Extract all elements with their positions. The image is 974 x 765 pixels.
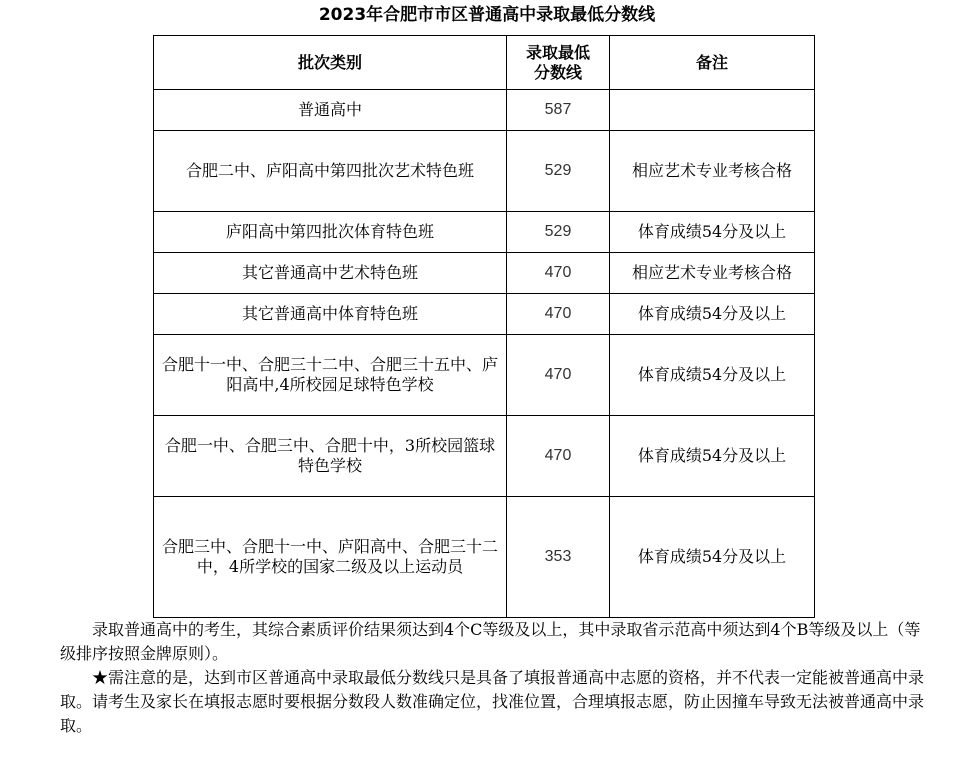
note-cell: 体育成绩54分及以上 xyxy=(610,212,815,253)
table-row xyxy=(154,497,815,618)
category-cell: 合肥十一中、合肥三十二中、合肥三十五中、庐阳高中,4所校园足球特色学校 xyxy=(154,335,507,416)
header-score-line2: 分数线 xyxy=(533,62,582,82)
header-score xyxy=(507,36,610,90)
category-cell: 普通高中 xyxy=(154,90,507,131)
note-cell: 体育成绩54分及以上 xyxy=(610,497,815,618)
notes-section xyxy=(60,618,930,738)
score-cell: 470 xyxy=(507,335,610,416)
category-cell: 合肥三中、合肥十一中、庐阳高中、合肥三十二中，4所学校的国家二级及以上运动员 xyxy=(154,497,507,618)
category-cell: 合肥二中、庐阳高中第四批次艺术特色班 xyxy=(154,131,507,212)
score-cell: 470 xyxy=(507,253,610,294)
score-cell: 587 xyxy=(507,90,610,131)
score-cell: 470 xyxy=(507,416,610,497)
header-note: 备注 xyxy=(610,36,815,90)
table-row xyxy=(154,212,815,253)
score-cell: 353 xyxy=(507,497,610,618)
category-cell: 其它普通高中艺术特色班 xyxy=(154,253,507,294)
score-cell: 529 xyxy=(507,131,610,212)
note-cell: 体育成绩54分及以上 xyxy=(610,335,815,416)
table-row xyxy=(154,253,815,294)
note-cell: 体育成绩54分及以上 xyxy=(610,294,815,335)
table-row xyxy=(154,90,815,131)
score-table xyxy=(153,35,815,618)
note-cell: 体育成绩54分及以上 xyxy=(610,416,815,497)
note-cell: 相应艺术专业考核合格 xyxy=(610,131,815,212)
table-row xyxy=(154,131,815,212)
score-cell: 470 xyxy=(507,294,610,335)
header-row xyxy=(154,36,815,90)
note-paragraph-warning: ★需注意的是，达到市区普通高中录取最低分数线只是具备了填报普通高中志愿的资格，并不代表一定能被普通高中录取。请考生及家长在填报志愿时要根据分数段人数准确定位，找准位置，合理填报志愿，防止因撞车导致无法被普通高中录取。 xyxy=(60,668,925,735)
table-row xyxy=(154,416,815,497)
note-paragraph-requirements: 录取普通高中的考生，其综合素质评价结果须达到4个C等级及以上，其中录取省示范高中须达到4个B等级及以上（等级排序按照金牌原则）。 xyxy=(60,620,921,663)
header-score-line1: 录取最低 xyxy=(525,42,590,62)
category-cell: 合肥一中、合肥三中、合肥十中，3所校园篮球特色学校 xyxy=(154,416,507,497)
page-title: 2023年合肥市市区普通高中录取最低分数线 xyxy=(318,5,656,25)
table-row xyxy=(154,335,815,416)
note-cell xyxy=(610,90,815,131)
score-cell: 529 xyxy=(507,212,610,253)
category-cell: 庐阳高中第四批次体育特色班 xyxy=(154,212,507,253)
category-cell: 其它普通高中体育特色班 xyxy=(154,294,507,335)
table-row xyxy=(154,294,815,335)
note-cell: 相应艺术专业考核合格 xyxy=(610,253,815,294)
header-category: 批次类别 xyxy=(154,36,507,90)
